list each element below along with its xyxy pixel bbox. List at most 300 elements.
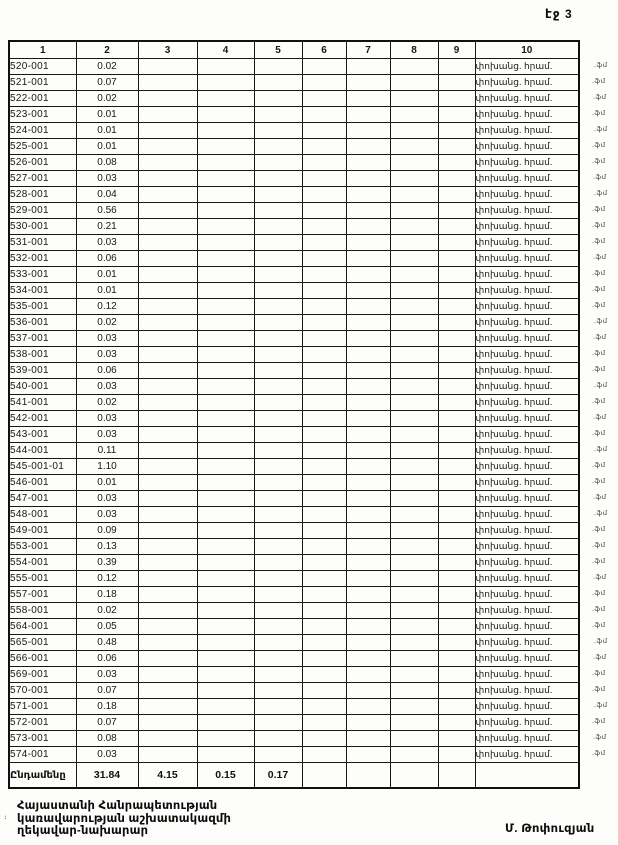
empty-cell (390, 763, 438, 789)
row-value-cell: 0.09 (76, 523, 138, 539)
right-margin-scan-marks (592, 59, 618, 763)
row-value-cell: 0.03 (76, 747, 138, 763)
table-row (9, 747, 579, 763)
row-note-cell: փոխանց. հրամ. (475, 171, 579, 187)
row-id-cell: 537-001 (9, 331, 76, 347)
empty-cell (302, 427, 346, 443)
empty-cell (197, 59, 254, 75)
empty-cell (254, 139, 302, 155)
empty-cell (390, 379, 438, 395)
row-id-cell: 539-001 (9, 363, 76, 379)
empty-cell (302, 123, 346, 139)
empty-cell (254, 619, 302, 635)
empty-cell (138, 219, 197, 235)
empty-cell (346, 587, 390, 603)
empty-cell (390, 475, 438, 491)
empty-cell (254, 203, 302, 219)
empty-cell (346, 571, 390, 587)
row-note-cell: փոխանց. հրամ. (475, 363, 579, 379)
row-value-cell: 0.03 (76, 491, 138, 507)
column-header: 1 (9, 41, 76, 59)
row-id-cell: 533-001 (9, 267, 76, 283)
empty-cell (390, 395, 438, 411)
empty-cell (390, 651, 438, 667)
empty-cell (390, 155, 438, 171)
empty-cell (254, 331, 302, 347)
row-note-cell: փոխանց. հրամ. (475, 587, 579, 603)
empty-cell (346, 91, 390, 107)
row-note-cell: փոխանց. հրամ. (475, 123, 579, 139)
empty-cell (197, 715, 254, 731)
table-header-row (9, 41, 579, 59)
empty-cell (138, 747, 197, 763)
margin-mark: .ֆմ (592, 286, 606, 293)
empty-cell (302, 683, 346, 699)
row-note-cell: փոխանց. հրամ. (475, 427, 579, 443)
empty-cell (302, 219, 346, 235)
row-value-cell: 0.06 (76, 363, 138, 379)
empty-cell (302, 507, 346, 523)
empty-cell (438, 523, 475, 539)
empty-cell (254, 667, 302, 683)
empty-cell (390, 363, 438, 379)
empty-cell (346, 139, 390, 155)
row-id-cell: 535-001 (9, 299, 76, 315)
row-note-cell: փոխանց. հրամ. (475, 523, 579, 539)
row-id-cell: 532-001 (9, 251, 76, 267)
empty-cell (138, 539, 197, 555)
empty-cell (254, 123, 302, 139)
row-note-cell: փոխանց. հրամ. (475, 107, 579, 123)
empty-cell (302, 187, 346, 203)
empty-cell (390, 283, 438, 299)
row-id-cell: 546-001 (9, 475, 76, 491)
row-note-cell: փոխանց. հրամ. (475, 203, 579, 219)
row-note-cell: փոխանց. հրամ. (475, 347, 579, 363)
empty-cell (138, 283, 197, 299)
total-label-cell: Ընդամենը (9, 763, 76, 789)
empty-cell (254, 603, 302, 619)
margin-mark: .ֆմ (594, 382, 608, 389)
empty-cell (346, 747, 390, 763)
row-note-cell: փոխանց. հրամ. (475, 491, 579, 507)
empty-cell (138, 427, 197, 443)
empty-cell (438, 491, 475, 507)
empty-cell (438, 187, 475, 203)
row-value-cell: 0.13 (76, 539, 138, 555)
column-header: 3 (138, 41, 197, 59)
margin-mark: .ֆմ (594, 318, 608, 325)
empty-cell (346, 619, 390, 635)
empty-cell (138, 523, 197, 539)
empty-cell (390, 731, 438, 747)
table-row (9, 603, 579, 619)
empty-cell (302, 459, 346, 475)
empty-cell (138, 251, 197, 267)
row-note-cell: փոխանց. հրամ. (475, 507, 579, 523)
footer-line-2: կառավարության աշխատակազմի (17, 812, 232, 825)
row-id-cell: 545-001-01 (9, 459, 76, 475)
empty-cell (138, 123, 197, 139)
margin-mark: .ֆմ (592, 222, 606, 229)
empty-cell (346, 347, 390, 363)
margin-mark: .ֆմ (592, 78, 606, 85)
empty-cell (302, 635, 346, 651)
empty-cell (438, 459, 475, 475)
empty-cell (138, 363, 197, 379)
row-id-cell: 542-001 (9, 411, 76, 427)
empty-cell (346, 475, 390, 491)
row-id-cell: 531-001 (9, 235, 76, 251)
empty-cell (254, 651, 302, 667)
margin-mark: .ֆմ (592, 158, 606, 165)
empty-cell (346, 395, 390, 411)
empty-cell (138, 203, 197, 219)
empty-cell (390, 139, 438, 155)
empty-cell (197, 315, 254, 331)
empty-cell (438, 123, 475, 139)
empty-cell (197, 507, 254, 523)
row-id-cell: 571-001 (9, 699, 76, 715)
row-note-cell: փոխանց. հրամ. (475, 683, 579, 699)
empty-cell (346, 715, 390, 731)
empty-cell (346, 171, 390, 187)
empty-cell (197, 139, 254, 155)
empty-cell (254, 715, 302, 731)
table-row (9, 459, 579, 475)
row-note-cell: փոխանց. հրամ. (475, 75, 579, 91)
empty-cell (390, 635, 438, 651)
empty-cell (138, 75, 197, 91)
column-header: 10 (475, 41, 579, 59)
row-value-cell: 1.10 (76, 459, 138, 475)
row-id-cell: 520-001 (9, 59, 76, 75)
empty-cell (438, 139, 475, 155)
empty-cell (254, 427, 302, 443)
empty-cell (197, 427, 254, 443)
empty-cell (438, 539, 475, 555)
row-value-cell: 0.02 (76, 315, 138, 331)
margin-mark: .ֆմ (592, 622, 606, 629)
empty-cell (197, 443, 254, 459)
empty-cell (438, 603, 475, 619)
table-row (9, 619, 579, 635)
empty-cell (254, 507, 302, 523)
row-value-cell: 0.06 (76, 651, 138, 667)
row-id-cell: 553-001 (9, 539, 76, 555)
margin-mark: .ֆմ (592, 558, 606, 565)
empty-cell (302, 139, 346, 155)
empty-cell (138, 651, 197, 667)
empty-cell (438, 155, 475, 171)
table-row (9, 475, 579, 491)
empty-cell (346, 683, 390, 699)
total-value-cell: 0.15 (197, 763, 254, 789)
row-id-cell: 528-001 (9, 187, 76, 203)
row-value-cell: 0.01 (76, 107, 138, 123)
row-note-cell: փոխանց. հրամ. (475, 283, 579, 299)
empty-cell (254, 731, 302, 747)
empty-cell (390, 523, 438, 539)
empty-cell (138, 491, 197, 507)
row-note-cell: փոխանց. հրամ. (475, 379, 579, 395)
row-id-cell: 558-001 (9, 603, 76, 619)
empty-cell (254, 587, 302, 603)
empty-cell (197, 219, 254, 235)
margin-mark: .ֆմ (594, 702, 608, 709)
empty-cell (302, 699, 346, 715)
empty-cell (346, 427, 390, 443)
empty-cell (438, 267, 475, 283)
row-id-cell: 557-001 (9, 587, 76, 603)
empty-cell (302, 555, 346, 571)
margin-mark: .ֆմ (592, 398, 606, 405)
column-header: 8 (390, 41, 438, 59)
empty-cell (254, 299, 302, 315)
row-value-cell: 0.01 (76, 267, 138, 283)
row-note-cell: փոխանց. հրամ. (475, 635, 579, 651)
empty-cell (390, 603, 438, 619)
empty-cell (254, 443, 302, 459)
empty-cell (254, 251, 302, 267)
table-row (9, 395, 579, 411)
empty-cell (138, 107, 197, 123)
empty-cell (390, 683, 438, 699)
table-row (9, 171, 579, 187)
row-id-cell: 540-001 (9, 379, 76, 395)
empty-cell (346, 283, 390, 299)
empty-cell (438, 587, 475, 603)
empty-cell (197, 459, 254, 475)
table-row (9, 251, 579, 267)
empty-cell (438, 635, 475, 651)
empty-cell (197, 523, 254, 539)
empty-cell (254, 555, 302, 571)
row-note-cell: փոխանց. հրամ. (475, 459, 579, 475)
empty-cell (197, 587, 254, 603)
row-value-cell: 0.06 (76, 251, 138, 267)
empty-cell (302, 75, 346, 91)
empty-cell (302, 715, 346, 731)
row-id-cell: 536-001 (9, 315, 76, 331)
empty-cell (346, 603, 390, 619)
margin-mark: .ֆմ (594, 446, 608, 453)
margin-mark: .ֆմ (594, 62, 608, 69)
empty-cell (138, 139, 197, 155)
empty-cell (302, 267, 346, 283)
row-id-cell: 547-001 (9, 491, 76, 507)
empty-cell (138, 587, 197, 603)
empty-cell (254, 347, 302, 363)
table-row (9, 235, 579, 251)
table-row (9, 187, 579, 203)
empty-cell (197, 203, 254, 219)
empty-cell (346, 539, 390, 555)
empty-cell (197, 667, 254, 683)
row-note-cell: փոխանց. հրամ. (475, 331, 579, 347)
row-note-cell: փոխանց. հրամ. (475, 667, 579, 683)
row-note-cell: փոխանց. հրամ. (475, 187, 579, 203)
margin-mark: .ֆմ (593, 334, 607, 341)
row-value-cell: 0.11 (76, 443, 138, 459)
empty-cell (138, 315, 197, 331)
empty-cell (197, 155, 254, 171)
empty-cell (138, 395, 197, 411)
table-row (9, 571, 579, 587)
table-row (9, 75, 579, 91)
row-id-cell: 521-001 (9, 75, 76, 91)
row-value-cell: 0.03 (76, 427, 138, 443)
empty-cell (197, 491, 254, 507)
empty-cell (346, 203, 390, 219)
table-row (9, 155, 579, 171)
empty-cell (302, 763, 346, 789)
row-value-cell: 0.02 (76, 395, 138, 411)
empty-cell (138, 91, 197, 107)
empty-cell (390, 315, 438, 331)
empty-cell (302, 491, 346, 507)
table-row (9, 699, 579, 715)
empty-cell (390, 427, 438, 443)
row-value-cell: 0.07 (76, 75, 138, 91)
margin-mark: .ֆմ (593, 494, 607, 501)
empty-cell (254, 219, 302, 235)
margin-mark: .ֆմ (593, 414, 607, 421)
empty-cell (438, 667, 475, 683)
empty-cell (254, 699, 302, 715)
empty-cell (197, 411, 254, 427)
signature-name: Մ. Թոփուզյան (505, 823, 595, 835)
empty-cell (302, 315, 346, 331)
margin-mark: .ֆմ (593, 254, 607, 261)
empty-cell (346, 59, 390, 75)
table-row (9, 555, 579, 571)
empty-cell (390, 235, 438, 251)
empty-cell (302, 411, 346, 427)
empty-cell (197, 187, 254, 203)
empty-cell (438, 363, 475, 379)
empty-cell (302, 475, 346, 491)
table-row (9, 139, 579, 155)
table-row (9, 635, 579, 651)
empty-cell (302, 571, 346, 587)
empty-cell (254, 459, 302, 475)
row-note-cell: փոխանց. հրամ. (475, 731, 579, 747)
data-table (8, 40, 580, 789)
empty-cell (197, 699, 254, 715)
table-row (9, 523, 579, 539)
empty-cell (138, 379, 197, 395)
table-row (9, 107, 579, 123)
empty-cell (197, 539, 254, 555)
row-note-cell: փոխանց. հրամ. (475, 299, 579, 315)
empty-cell (138, 571, 197, 587)
empty-cell (438, 203, 475, 219)
empty-cell (254, 395, 302, 411)
table-row (9, 683, 579, 699)
empty-cell (138, 619, 197, 635)
row-value-cell: 0.03 (76, 667, 138, 683)
empty-cell (138, 59, 197, 75)
empty-cell (346, 331, 390, 347)
empty-cell (346, 507, 390, 523)
empty-cell (197, 619, 254, 635)
empty-cell (346, 667, 390, 683)
row-value-cell: 0.03 (76, 171, 138, 187)
empty-cell (197, 555, 254, 571)
empty-cell (197, 363, 254, 379)
empty-cell (438, 395, 475, 411)
empty-cell (438, 619, 475, 635)
row-value-cell: 0.12 (76, 571, 138, 587)
empty-cell (254, 683, 302, 699)
empty-cell (346, 555, 390, 571)
empty-cell (138, 155, 197, 171)
empty-cell (138, 411, 197, 427)
empty-cell (254, 523, 302, 539)
empty-cell (197, 91, 254, 107)
empty-cell (390, 619, 438, 635)
empty-cell (302, 299, 346, 315)
row-id-cell: 525-001 (9, 139, 76, 155)
row-id-cell: 565-001 (9, 635, 76, 651)
empty-cell (390, 203, 438, 219)
empty-cell (438, 475, 475, 491)
empty-cell (346, 731, 390, 747)
row-id-cell: 549-001 (9, 523, 76, 539)
empty-cell (438, 555, 475, 571)
margin-mark: .ֆմ (592, 430, 606, 437)
empty-cell (254, 59, 302, 75)
empty-cell (346, 219, 390, 235)
row-id-cell: 554-001 (9, 555, 76, 571)
table-row (9, 123, 579, 139)
empty-cell (438, 411, 475, 427)
row-id-cell: 527-001 (9, 171, 76, 187)
row-id-cell: 543-001 (9, 427, 76, 443)
empty-cell (254, 155, 302, 171)
table-row (9, 219, 579, 235)
row-note-cell: փոխանց. հրամ. (475, 315, 579, 331)
table-row (9, 667, 579, 683)
row-id-cell: 570-001 (9, 683, 76, 699)
table-row (9, 427, 579, 443)
page-number-label: էջ 3 (545, 7, 573, 21)
row-id-cell: 555-001 (9, 571, 76, 587)
empty-cell (254, 363, 302, 379)
margin-mark: .ֆմ (592, 590, 606, 597)
empty-cell (254, 635, 302, 651)
empty-cell (197, 75, 254, 91)
margin-mark: .ֆմ (592, 462, 606, 469)
empty-cell (302, 107, 346, 123)
margin-mark: .ֆմ (592, 206, 606, 213)
row-note-cell: փոխանց. հրամ. (475, 619, 579, 635)
empty-cell (302, 651, 346, 667)
table-total-row (9, 763, 579, 789)
footer-line-1: Հայաստանի Հանրապետության (17, 800, 218, 812)
empty-cell (438, 731, 475, 747)
row-id-cell: 541-001 (9, 395, 76, 411)
row-value-cell: 0.02 (76, 603, 138, 619)
empty-cell (390, 459, 438, 475)
empty-cell (197, 683, 254, 699)
margin-mark: .ֆմ (594, 510, 608, 517)
empty-cell (346, 155, 390, 171)
empty-cell (197, 747, 254, 763)
margin-mark: .ֆմ (592, 718, 606, 725)
empty-cell (346, 763, 390, 789)
